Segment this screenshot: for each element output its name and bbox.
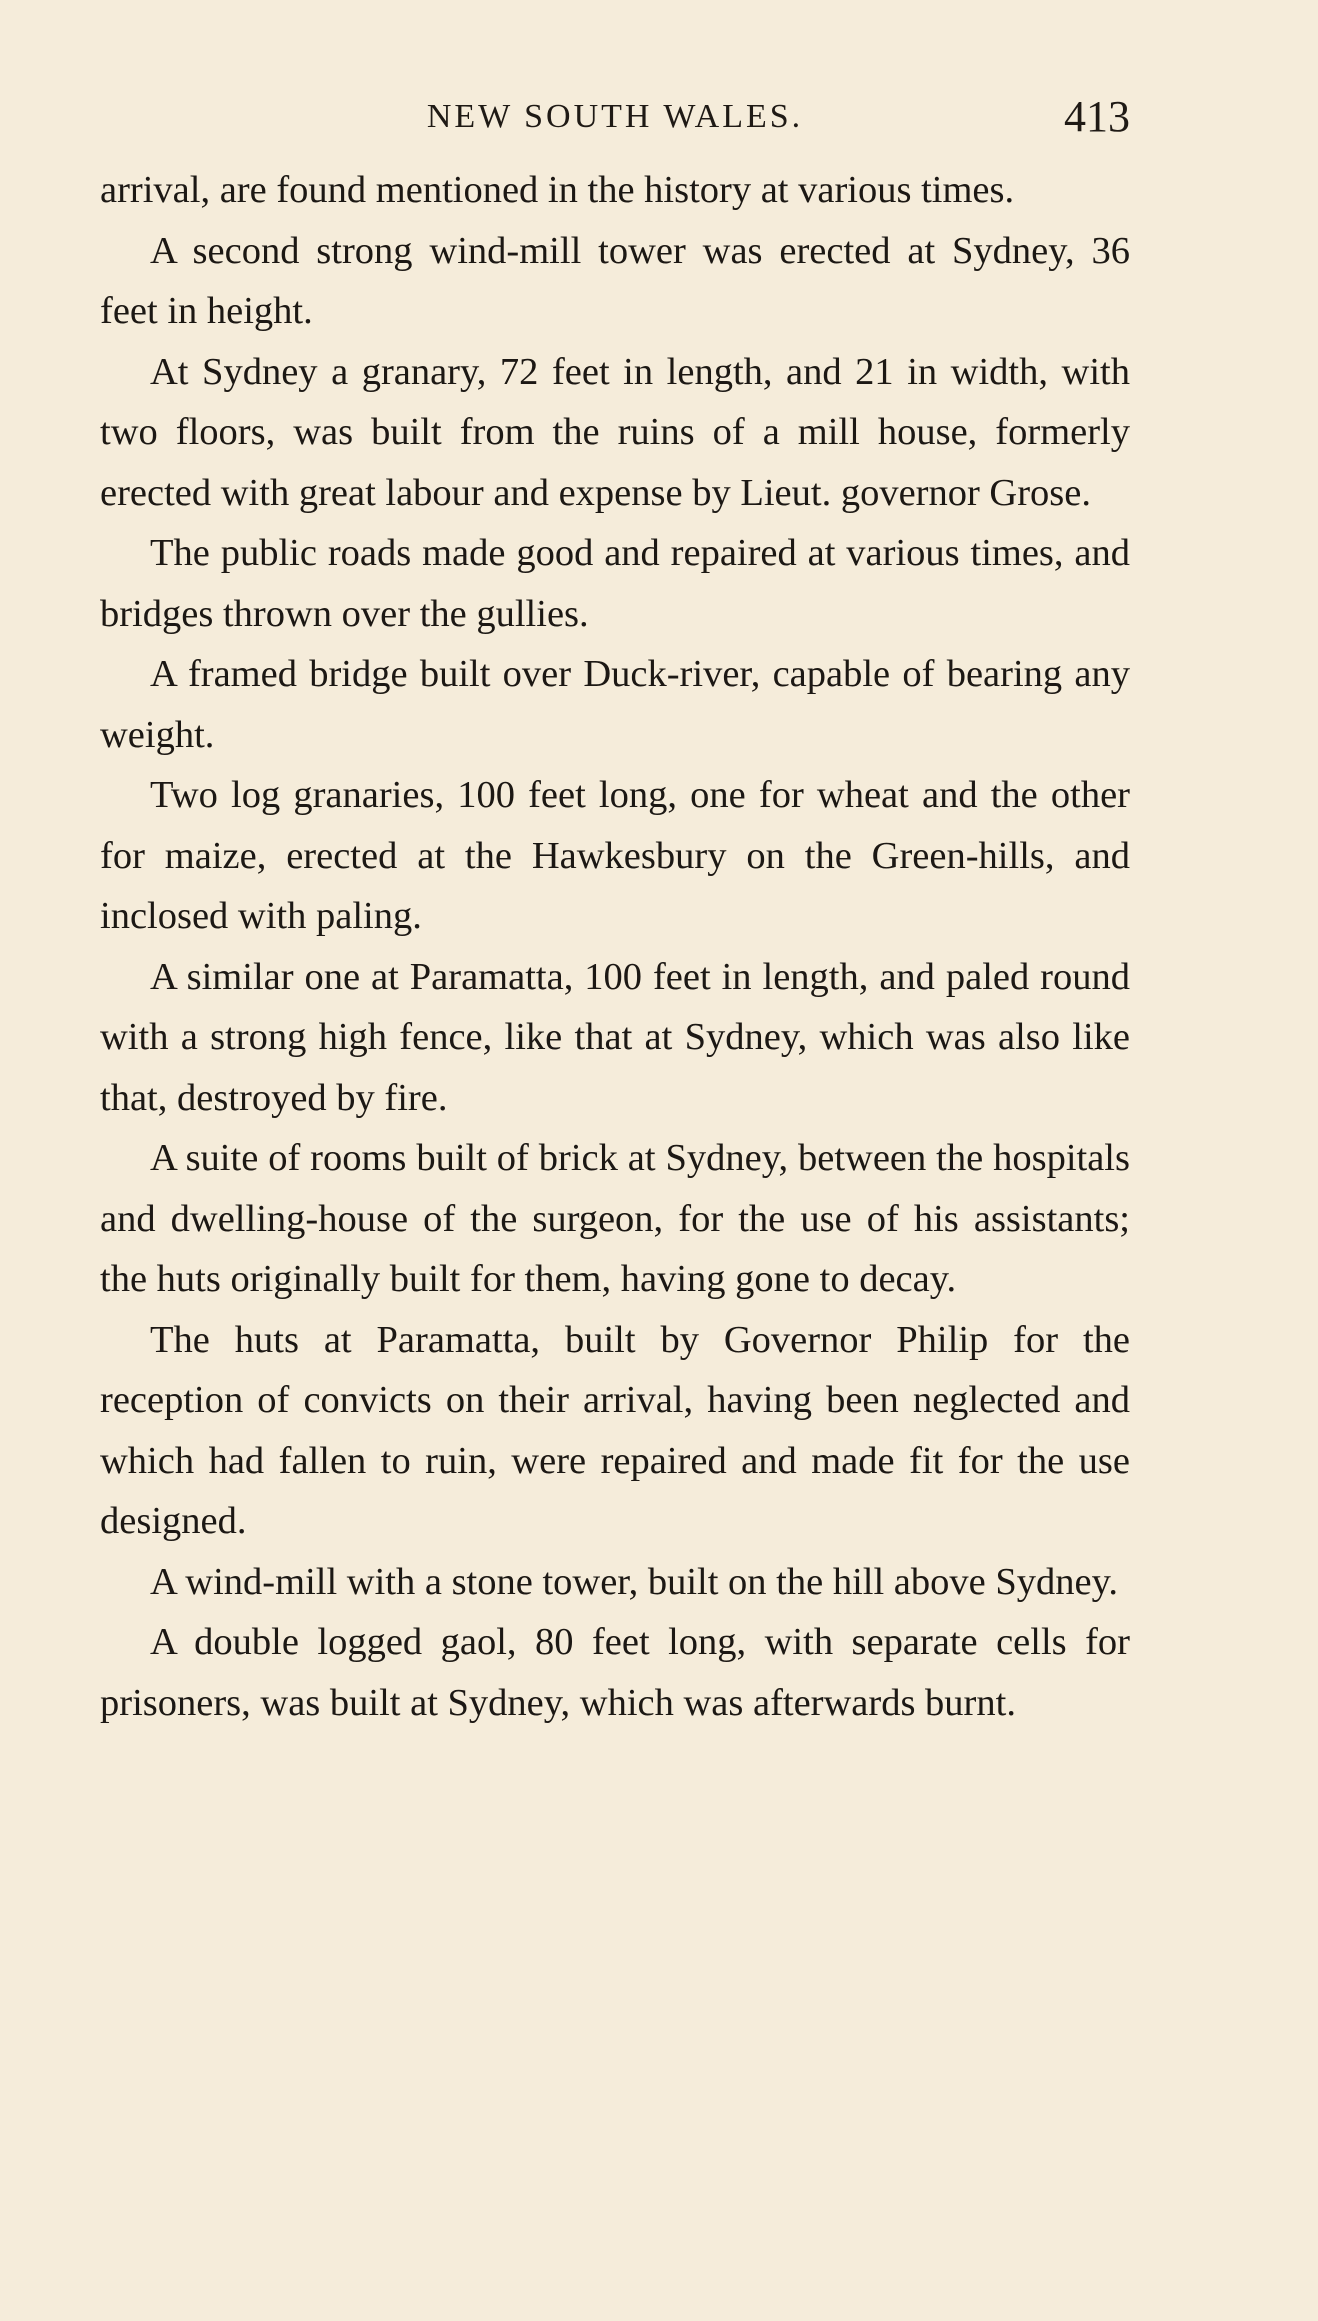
- paragraph: The huts at Paramatta, built by Governor Philip for the reception of convicts on their arrival, having been neglected and which had fallen to ruin, were repaired and made fit for the use designed.: [100, 1318, 1130, 1542]
- paragraph: A double logged gaol, 80 feet long, with separate cells for prisoners, was built at Sydney, which was afterwards burnt.: [100, 1621, 1130, 1724]
- paragraph: Two log granaries, 100 feet long, one for wheat and the other for maize, erected at the Hawkesbury on the Green-hills, and inclosed with paling.: [100, 774, 1130, 937]
- running-head: [100, 92, 1130, 142]
- paragraph: A framed bridge built over Duck-river, capable of bearing any weight.: [100, 653, 1130, 756]
- paragraph: A wind-mill with a stone tower, built on the hill above Sydney.: [150, 1560, 1118, 1603]
- running-title: NEW SOUTH WALES.: [426, 98, 804, 135]
- paragraph: A suite of rooms built of brick at Sydney, between the hospitals and dwelling-house of the surgeon, for the use of his assistants; the huts originally built for them, having gone to decay.: [100, 1137, 1130, 1300]
- page-number: 413: [1064, 92, 1130, 141]
- paragraph: The public roads made good and repaired at various times, and bridges thrown over the gullies.: [100, 532, 1130, 635]
- paragraph: At Sydney a granary, 72 feet in length, and 21 in width, with two floors, was built from the ruins of a mill house, formerly erected with great labour and expense by Lieut. governor Grose.: [100, 350, 1130, 514]
- paragraph: A similar one at Paramatta, 100 feet in length, and paled round with a strong high fence, like that at Sydney, which was also like that, destroyed by fire.: [100, 955, 1130, 1119]
- paragraph: arrival, are found mentioned in the history at various times.: [100, 169, 1015, 211]
- paragraph: A second strong wind-mill tower was erected at Sydney, 36 feet in height.: [100, 229, 1130, 332]
- body-text: [100, 160, 1130, 1733]
